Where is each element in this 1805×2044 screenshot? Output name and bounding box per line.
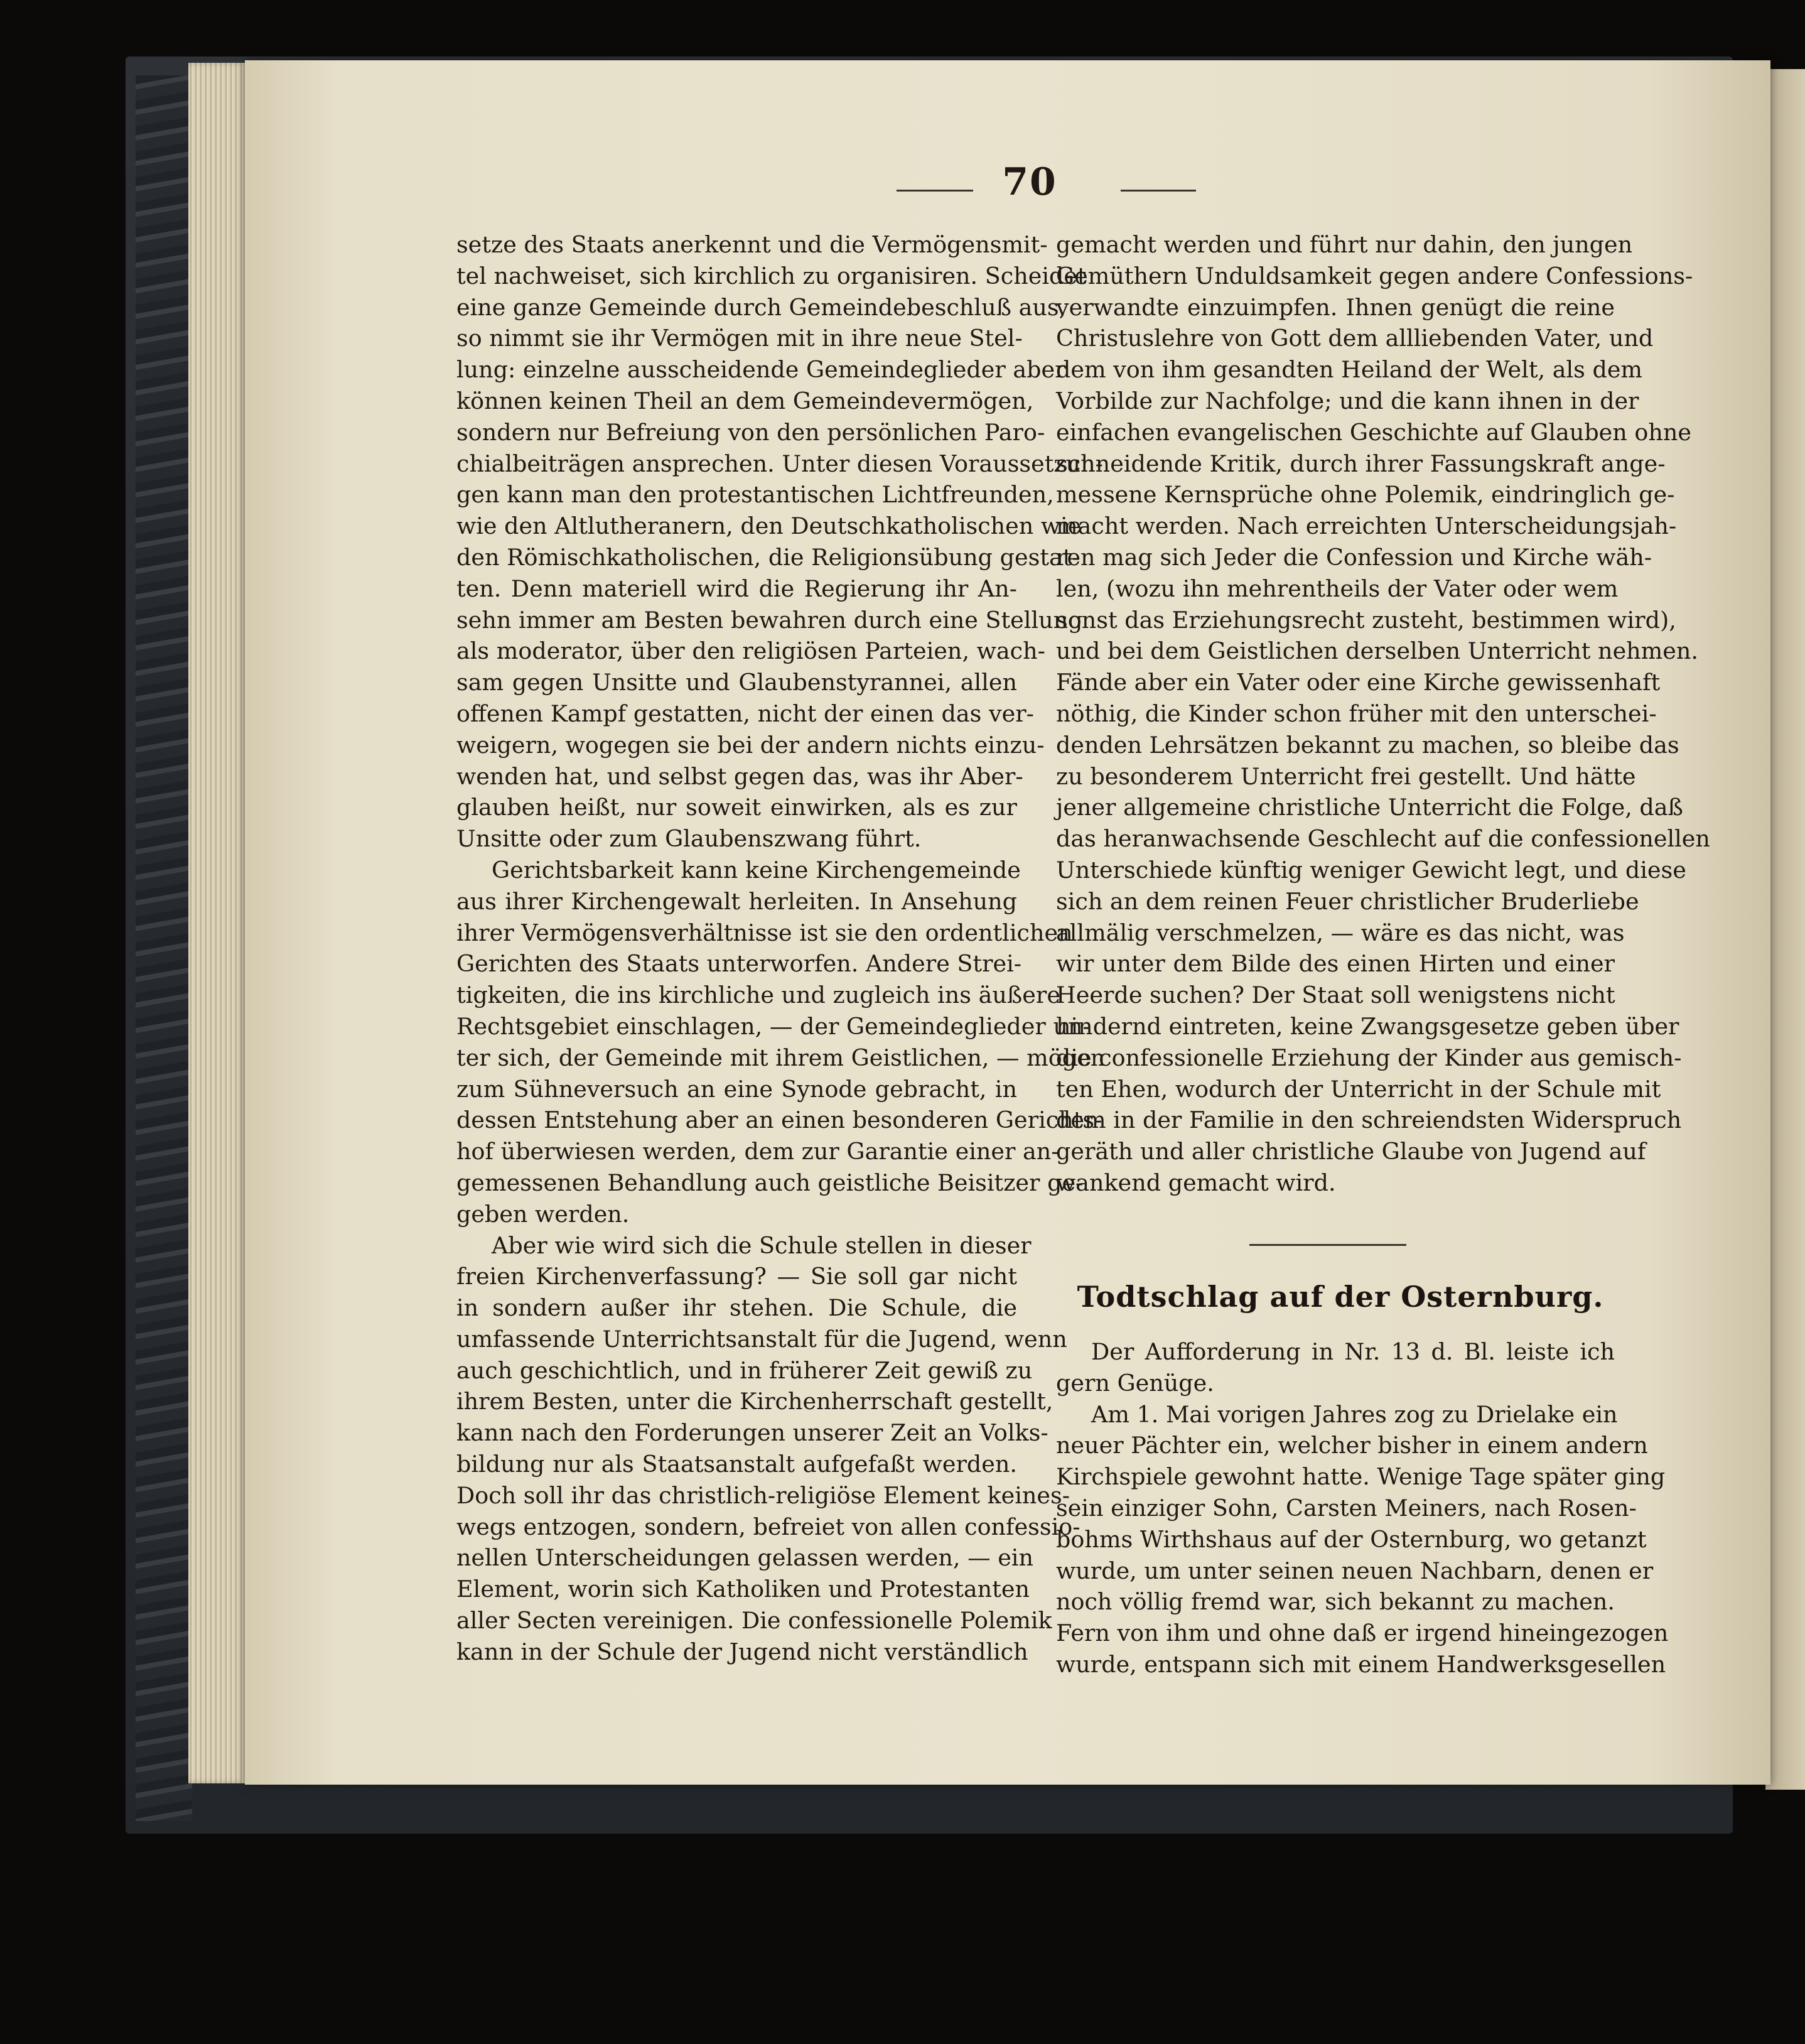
article-divider <box>1249 1244 1406 1246</box>
text-line: wir unter dem Bilde des einen Hirten und einer <box>1056 950 1615 978</box>
text-line: Gerichtsbarkeit kann keine Kirchengemeinde <box>492 856 1021 884</box>
text-line: gemacht werden und führt nur dahin, den jungen <box>1056 231 1633 258</box>
text-line: Unsitte oder zum Glaubenszwang führt. <box>456 825 922 853</box>
article-body <box>1056 1336 1669 1680</box>
text-line: messene Kernsprüche ohne Polemik, eindringlich ge- <box>1056 481 1675 509</box>
text-line: Fern von ihm und ohne daß er irgend hineingezogen <box>1056 1620 1669 1647</box>
text-line: eine ganze Gemeinde durch Gemeindebeschluß aus, <box>456 293 1067 321</box>
text-line: kann nach den Forderungen unserer Zeit an Volks- <box>456 1419 1048 1447</box>
text-line: wie den Altlutheranern, den Deutschkatholischen wie <box>456 512 1082 540</box>
text-line: die confessionelle Erziehung der Kinder aus gemisch- <box>1056 1044 1682 1071</box>
text-line: sich an dem reinen Feuer christlicher Bruderliebe <box>1056 887 1639 915</box>
text-line: Christuslehre von Gott dem allliebenden Vater, und <box>1056 325 1654 352</box>
text-line: nellen Unterscheidungen gelassen werden, — ein <box>456 1544 1033 1572</box>
text-line: wurde, um unter seinen neuen Nachbarn, denen er <box>1056 1557 1654 1584</box>
text-line: tel nachweiset, sich kirchlich zu organisiren. Scheidet <box>456 262 1087 289</box>
text-line: Gerichten des Staats unterworfen. Andere Strei- <box>456 950 1022 978</box>
text-line: Der Aufforderung in Nr. 13 d. Bl. leiste ich <box>1091 1338 1615 1365</box>
text-line: Am 1. Mai vorigen Jahres zog zu Drielake ein <box>1091 1400 1618 1428</box>
text-line: glauben heißt, nur soweit einwirken, als es zur <box>456 794 1017 821</box>
facing-page-edge <box>1765 69 1805 1790</box>
text-line: neuer Pächter ein, welcher bisher in einem andern <box>1056 1432 1648 1459</box>
text-line: jener allgemeine christliche Unterricht die Folge, daß <box>1056 794 1683 821</box>
header-rule-left <box>897 190 973 192</box>
text-line: kann in der Schule der Jugend nicht verständlich <box>456 1638 1028 1665</box>
text-line: bohms Wirthshaus auf der Osternburg, wo getanzt <box>1056 1525 1647 1553</box>
text-line: dem in der Familie in den schreiendsten Widerspruch <box>1056 1106 1682 1134</box>
page-edges <box>188 63 251 1783</box>
text-line: Element, worin sich Katholiken und Protestanten <box>456 1576 1030 1603</box>
text-line: wurde, entspann sich mit einem Handwerksgesellen <box>1056 1650 1666 1678</box>
text-line: gemessenen Behandlung auch geistliche Beisitzer ge- <box>456 1169 1084 1196</box>
text-line: zu besonderem Unterricht frei gestellt. Und hätte <box>1056 762 1636 790</box>
text-line: ihrer Vermögensverhältnisse ist sie den ordentlichen <box>456 919 1073 946</box>
text-line: hof überwiesen werden, dem zur Garantie einer an- <box>456 1138 1059 1165</box>
text-line: sonst das Erziehungsrecht zusteht, bestimmen wird), <box>1056 606 1676 634</box>
text-line: gen kann man den protestantischen Lichtfreunden, <box>456 481 1054 509</box>
text-line: sondern nur Befreiung von den persönlichen Paro- <box>456 418 1045 446</box>
text-line: zum Sühneversuch an eine Synode gebracht, in <box>456 1075 1017 1103</box>
text-line: können keinen Theil an dem Gemeindevermögen, <box>456 387 1034 414</box>
text-line: wegs entzogen, sondern, befreiet von allen confessio- <box>456 1513 1080 1540</box>
text-line: so nimmt sie ihr Vermögen mit in ihre neue Stel- <box>456 325 1023 352</box>
text-line: freien Kirchenverfassung? — Sie soll gar nicht <box>456 1263 1017 1290</box>
text-line: geräth und aller christliche Glaube von Jugend auf <box>1056 1138 1646 1165</box>
text-line: umfassende Unterrichtsanstalt für die Jugend, wenn <box>456 1325 1067 1353</box>
text-line: ihrem Besten, unter die Kirchenherrschaft gestellt, <box>456 1388 1053 1415</box>
text-line: denden Lehrsätzen bekannt zu machen, so bleibe das <box>1056 731 1679 759</box>
text-line: Gemüthern Unduldsamkeit gegen andere Confessions- <box>1056 262 1693 289</box>
text-line: einfachen evangelischen Geschichte auf Glauben ohne <box>1056 418 1691 446</box>
text-line: aus ihrer Kirchengewalt herleiten. In Ansehung <box>456 887 1017 915</box>
text-line: gern Genüge. <box>1056 1369 1214 1397</box>
text-line: noch völlig fremd war, sich bekannt zu machen. <box>1056 1588 1615 1616</box>
text-line: verwandte einzuimpfen. Ihnen genügt die reine <box>1056 293 1615 321</box>
text-line: weigern, wogegen sie bei der andern nichts einzu- <box>456 731 1045 759</box>
text-line: lung: einzelne ausscheidende Gemeindeglieder aber <box>456 356 1066 384</box>
text-line: setze des Staats anerkennt und die Vermögensmit- <box>456 231 1048 258</box>
text-line: Heerde suchen? Der Staat soll wenigstens nicht <box>1056 981 1615 1009</box>
text-line: len, (wozu ihn mehrentheils der Vater oder wem <box>1056 575 1619 602</box>
text-line: als moderator, über den religiösen Parteien, wach- <box>456 637 1045 665</box>
text-line: wankend gemacht wird. <box>1056 1169 1336 1196</box>
text-line: in sondern außer ihr stehen. Die Schule, die <box>456 1294 1017 1322</box>
text-line: chialbeiträgen ansprechen. Unter diesen Voraussetzun- <box>456 450 1104 477</box>
text-line: sein einziger Sohn, Carsten Meiners, nach Rosen- <box>1056 1494 1637 1522</box>
page-number: 70 <box>1002 160 1057 204</box>
text-line: nöthig, die Kinder schon früher mit den unterschei- <box>1056 700 1657 727</box>
text-line: schneidende Kritik, durch ihrer Fassungskraft ange- <box>1056 450 1666 477</box>
article-title: Todtschlag auf der Osternburg. <box>1077 1280 1604 1314</box>
text-line: das heranwachsende Geschlecht auf die confessionellen <box>1056 825 1710 853</box>
text-line: macht werden. Nach erreichten Unterscheidungsjah- <box>1056 512 1677 540</box>
text-line: Unterschiede künftig weniger Gewicht legt, und diese <box>1056 856 1686 884</box>
header-rule-right <box>1121 190 1196 192</box>
text-line: den Römischkatholischen, die Religionsübung gestat- <box>456 543 1080 571</box>
text-line: geben werden. <box>456 1200 630 1228</box>
text-line: Aber wie wird sich die Schule stellen in dieser <box>492 1231 1032 1259</box>
text-line: ter sich, der Gemeinde mit ihrem Geistlichen, — mögen <box>456 1044 1106 1071</box>
text-line: sam gegen Unsitte und Glaubenstyrannei, allen <box>456 669 1017 696</box>
text-line: bildung nur als Staatsanstalt aufgefaßt werden. <box>456 1451 1017 1478</box>
text-column-right <box>1056 229 1710 1199</box>
text-line: dessen Entstehung aber an einen besonderen Gerichts- <box>456 1106 1102 1134</box>
text-line: dem von ihm gesandten Heiland der Welt, als dem <box>1056 356 1643 384</box>
text-line: auch geschichtlich, und in früherer Zeit gewiß zu <box>456 1356 1033 1384</box>
text-line: allmälig verschmelzen, — wäre es das nicht, was <box>1056 919 1625 946</box>
text-line: Doch soll ihr das christlich-religiöse Element keines- <box>456 1481 1070 1509</box>
text-line: und bei dem Geistlichen derselben Unterricht nehmen. <box>1056 637 1698 665</box>
text-column-left <box>456 229 1106 1668</box>
text-line: aller Secten vereinigen. Die confessionelle Polemik <box>456 1607 1052 1635</box>
text-line: Fände aber ein Vater oder eine Kirche gewissenhaft <box>1056 669 1661 696</box>
text-line: hindernd eintreten, keine Zwangsgesetze geben über <box>1056 1012 1679 1040</box>
text-line: ten Ehen, wodurch der Unterricht in der Schule mit <box>1056 1075 1661 1103</box>
text-line: ren mag sich Jeder die Confession und Kirche wäh- <box>1056 543 1652 571</box>
text-line: sehn immer am Besten bewahren durch eine Stellung <box>456 606 1083 634</box>
text-line: wenden hat, und selbst gegen das, was ihr Aber- <box>456 762 1023 790</box>
text-line: ten. Denn materiell wird die Regierung ihr An- <box>456 575 1017 602</box>
text-line: Rechtsgebiet einschlagen, — der Gemeindeglieder un- <box>456 1012 1091 1040</box>
text-line: tigkeiten, die ins kirchliche und zugleich ins äußere <box>456 981 1060 1009</box>
text-line: Kirchspiele gewohnt hatte. Wenige Tage später ging <box>1056 1463 1666 1491</box>
text-line: offenen Kampf gestatten, nicht der einen das ver- <box>456 700 1034 727</box>
text-line: Vorbilde zur Nachfolge; und die kann ihnen in der <box>1056 387 1639 414</box>
